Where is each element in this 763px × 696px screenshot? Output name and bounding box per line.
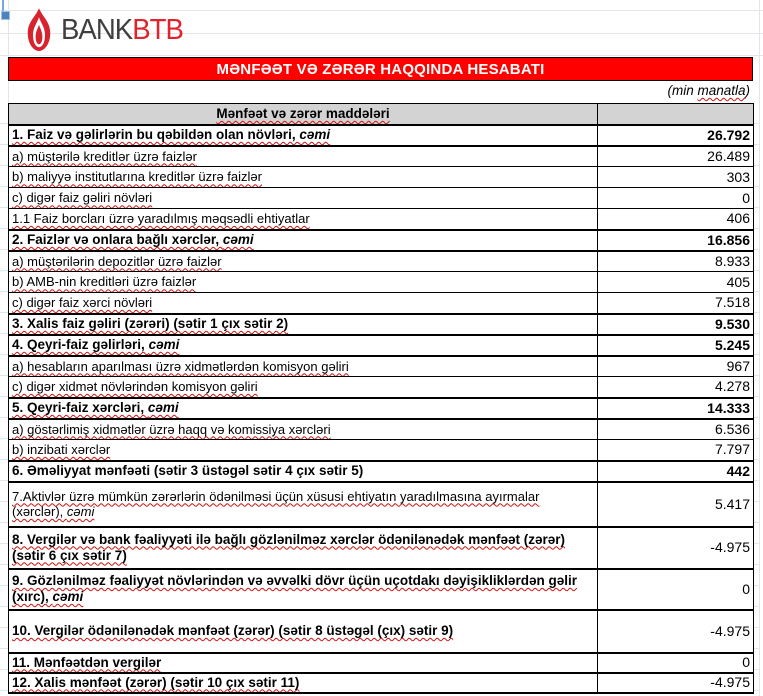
- row-value: 4.278: [714, 378, 750, 395]
- gridline-strip-left: [0, 103, 8, 696]
- row-label: a) hesabların aparılması üzrə xidmətlərdən komisyon gəliri: [12, 358, 349, 374]
- row-label: 1.1 Faiz borcları üzrə yaradılmış məqsədli ehtiyatlar: [12, 211, 310, 227]
- row-value: 5.417: [714, 495, 750, 512]
- row-value: 6.536: [714, 420, 750, 437]
- row-value-cell[interactable]: [598, 251, 754, 272]
- gridline: [759, 0, 760, 696]
- table-row: [9, 314, 754, 335]
- row-value-cell[interactable]: [598, 440, 754, 461]
- row-value: 5.245: [714, 336, 750, 353]
- table-row: [9, 398, 754, 419]
- row-label: b) maliyyə institutlarına kreditlər üzrə faizlər: [12, 169, 262, 185]
- row-label: c) digər faiz xərci növləri: [12, 295, 153, 311]
- row-label: 5. Qeyri-faiz xərcləri,: [12, 400, 148, 416]
- row-label-cell[interactable]: [9, 356, 598, 377]
- row-value: 442: [726, 462, 750, 479]
- row-label: 1. Faiz və gəlirlərin bu qəbildən olan növləri,: [12, 127, 300, 143]
- row-value-cell[interactable]: [598, 419, 754, 440]
- row-value-cell[interactable]: [598, 293, 754, 314]
- row-value-cell[interactable]: [598, 209, 754, 230]
- row-value: -4.975: [710, 674, 750, 691]
- row-label-cell[interactable]: [9, 482, 598, 527]
- table-row: [9, 251, 754, 272]
- table-header-label-cell[interactable]: [9, 104, 598, 125]
- row-value: -4.975: [710, 539, 750, 556]
- row-label: b) AMB-nin kreditləri üzrə faizlər: [12, 274, 197, 290]
- row-value: 0: [742, 580, 750, 597]
- row-value: 16.856: [707, 231, 750, 248]
- table-row: [9, 167, 754, 188]
- row-label-cell[interactable]: [9, 461, 598, 482]
- table-header-row: [9, 104, 754, 125]
- row-label-italic: cəmi: [148, 337, 180, 353]
- table-row: [9, 209, 754, 230]
- unit-note: (min manatla): [667, 83, 750, 98]
- gridline: [0, 55, 763, 56]
- row-value: -4.975: [710, 622, 750, 639]
- bank-logo: [24, 7, 189, 53]
- row-value-cell[interactable]: [598, 335, 754, 356]
- row-label: a) müştərilə kreditlər üzrə faizlər: [12, 148, 197, 164]
- row-label: 2. Faizlər və onlara bağlı xərclər,: [12, 232, 223, 248]
- row-value-cell[interactable]: [598, 527, 754, 569]
- row-value-cell[interactable]: [598, 653, 754, 673]
- row-value: 9.530: [714, 315, 750, 332]
- row-label-cell[interactable]: [9, 293, 598, 314]
- row-value: 26.489: [707, 147, 750, 164]
- row-label: c) digər faiz gəliri növləri: [12, 190, 153, 206]
- table-row: [9, 125, 754, 146]
- row-label-cell[interactable]: [9, 673, 598, 693]
- report-title: MƏNFƏƏT VƏ ZƏRƏR HAQQINDA HESABATI: [216, 60, 545, 78]
- row-label: 9. Gözlənilməz fəaliyyət növlərindən və əvvəlki dövr üçün uçotdakı dəyişikliklərdən gəlir (xırc),: [12, 573, 577, 604]
- table-row: [9, 653, 754, 673]
- row-value: 7.518: [714, 294, 750, 311]
- pl-table: [8, 103, 754, 694]
- row-value: 8.933: [714, 252, 750, 269]
- row-label: 6. Əməliyyat mənfəəti (sətir 3 üstəgəl sətir 4 çıx sətir 5): [12, 463, 364, 479]
- row-value-cell[interactable]: [598, 272, 754, 293]
- row-label-italic: cəmi: [147, 400, 179, 416]
- row-label-cell[interactable]: [9, 335, 598, 356]
- row-label: 10. Vergilər ödənilənədək mənfəət (zərər) (sətir 8 üstəgəl (çıx) sətir 9): [12, 623, 454, 639]
- bank-logo-text: BANKBTB: [61, 13, 183, 46]
- row-value-cell[interactable]: [598, 610, 754, 653]
- table-row: [9, 377, 754, 398]
- gridline-strip-right: [754, 103, 759, 696]
- row-label-cell[interactable]: [9, 146, 598, 167]
- row-value: 303: [726, 168, 750, 185]
- row-label-cell[interactable]: [9, 167, 598, 188]
- row-value: 0: [742, 189, 750, 206]
- cell-selection-handle[interactable]: [1, 11, 10, 20]
- row-label-italic: cəmi: [222, 232, 254, 248]
- row-value-cell[interactable]: [598, 461, 754, 482]
- row-label: a) göstərlimiş xidmətlər üzrə haqq və komissiya xərcləri: [12, 421, 331, 437]
- row-label-cell[interactable]: [9, 209, 598, 230]
- row-value: 967: [726, 357, 750, 374]
- table-row: [9, 419, 754, 440]
- table-row: [9, 482, 754, 527]
- row-value-cell[interactable]: [598, 673, 754, 693]
- row-label: b) inzibati xərclər: [12, 442, 111, 458]
- row-value-cell[interactable]: [598, 398, 754, 419]
- row-value: 26.792: [707, 126, 750, 143]
- table-row: [9, 461, 754, 482]
- row-label-cell[interactable]: [9, 188, 598, 209]
- row-label: c) digər xidmət növlərindən komisyon gəliri: [12, 379, 258, 395]
- report-title-banner: [8, 57, 753, 81]
- pl-table-body: [9, 104, 754, 693]
- row-label-cell[interactable]: [9, 569, 598, 610]
- row-label: 3. Xalis faiz gəliri (zərəri) (sətir 1 çıx sətir 2): [12, 316, 289, 332]
- row-label-cell[interactable]: [9, 527, 598, 569]
- row-value: 406: [726, 210, 750, 227]
- table-row: [9, 610, 754, 653]
- row-label-cell[interactable]: [9, 440, 598, 461]
- row-value-cell[interactable]: [598, 146, 754, 167]
- row-label-cell[interactable]: [9, 314, 598, 335]
- row-value-cell[interactable]: [598, 314, 754, 335]
- row-value: 7.797: [714, 441, 750, 458]
- row-label: 8. Vergilər və bank fəaliyyəti ilə bağlı gözlənilməz xərclər ödənilənədək mənfəət (zərər) (sətir 6 çıx sətir 7): [12, 531, 565, 563]
- row-label-cell[interactable]: [9, 419, 598, 440]
- row-label-italic: cəmi: [66, 504, 95, 519]
- table-header-value-cell[interactable]: [598, 104, 754, 125]
- row-label-cell[interactable]: [9, 230, 598, 251]
- row-label-italic: cəmi: [52, 589, 84, 604]
- table-row: [9, 272, 754, 293]
- row-value: 14.333: [707, 399, 750, 416]
- row-label: 4. Qeyri-faiz gəlirləri,: [12, 337, 149, 353]
- row-label-cell[interactable]: [9, 398, 598, 419]
- table-row: [9, 230, 754, 251]
- table-row: [9, 293, 754, 314]
- row-value: 0: [742, 654, 750, 671]
- table-row: [9, 527, 754, 569]
- row-label: 7.Aktivlər üzrə mümkün zərərlərin ödənilməsi üçün xüsusi ehtiyatın yaradılmasına ayırmalar (xərclər),: [12, 488, 540, 519]
- row-value-cell[interactable]: [598, 377, 754, 398]
- row-label: a) müştərilərin depozitlər üzrə faizlər: [12, 253, 222, 269]
- row-label: 11. Mənfəətdən vergilər: [12, 654, 162, 670]
- row-value: 405: [726, 273, 750, 290]
- row-label-cell[interactable]: [9, 610, 598, 653]
- table-header-label: Mənfəət və zərər maddələri: [216, 105, 390, 121]
- table-row: [9, 356, 754, 377]
- table-row: [9, 146, 754, 167]
- row-value-cell[interactable]: [598, 167, 754, 188]
- row-label-cell[interactable]: [9, 653, 598, 673]
- row-label-cell[interactable]: [9, 251, 598, 272]
- row-label-cell[interactable]: [9, 272, 598, 293]
- flame-icon: [24, 7, 54, 53]
- table-row: [9, 569, 754, 610]
- row-value-cell[interactable]: [598, 356, 754, 377]
- table-row: [9, 335, 754, 356]
- row-value-cell[interactable]: [598, 569, 754, 610]
- row-label-cell[interactable]: [9, 125, 598, 146]
- row-label-cell[interactable]: [9, 377, 598, 398]
- row-value-cell[interactable]: [598, 188, 754, 209]
- row-value-cell[interactable]: [598, 230, 754, 251]
- table-row: [9, 188, 754, 209]
- row-value-cell[interactable]: [598, 482, 754, 527]
- row-value-cell[interactable]: [598, 125, 754, 146]
- row-label: 12. Xalis mənfəət (zərər) (sətir 10 çıx sətir 11): [12, 674, 300, 690]
- table-row: [9, 673, 754, 693]
- table-row: [9, 440, 754, 461]
- row-label-italic: cəmi: [299, 127, 331, 143]
